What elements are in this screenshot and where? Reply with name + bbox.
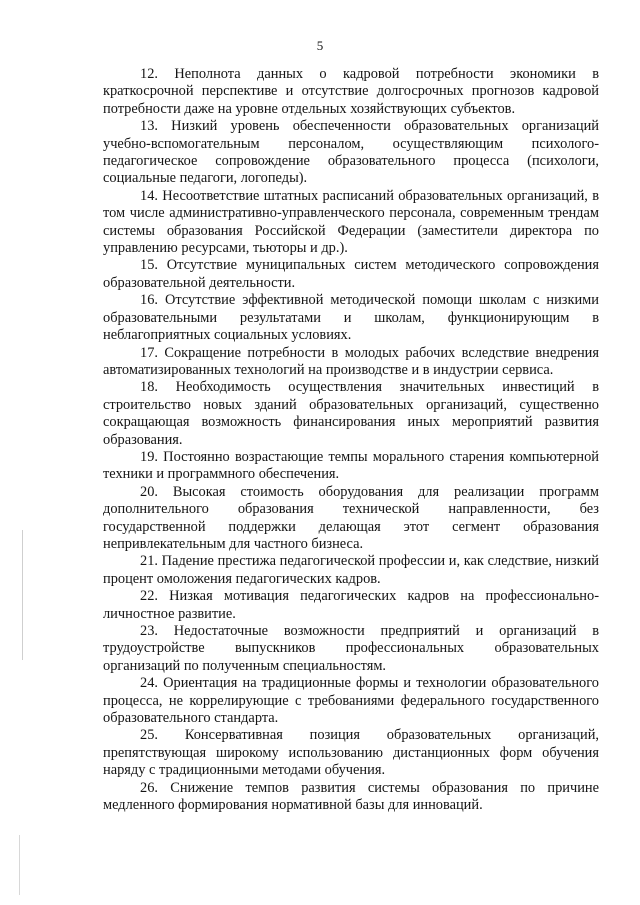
numbered-list [103,66,599,814]
page-number: 5 [316,38,324,53]
scan-edge-line-lower [19,835,20,895]
list-item-21: 21. Падение престижа педагогической профессии и, как следствие, низкий процент омоложения педагогических кадров. [103,553,599,587]
list-item-25: 25. Консервативная позиция образовательных организаций, препятствующая широкому использованию дистанционных форм обучения наряду с традиционными методами обучения. [103,727,599,779]
list-item-23: 23. Недостаточные возможности предприятий и организаций в трудоустройстве выпускников профессиональных образовательных организаций по полученным специальностям. [103,623,599,674]
list-item-14: 14. Несоответствие штатных расписаний образовательных организаций, в том числе административно-управленческого персонала, современным трендам системы образования Российской Федерации (заместители директора по управлению ресурсами, тьюторы и др.). [103,187,599,257]
list-item-16: 16. Отсутствие эффективной методической помощи школам с низкими образовательными результатами и школам, функционирующим в неблагоприятных социальных условиях. [103,292,599,344]
scan-edge-line [22,530,23,660]
list-item-19: 19. Постоянно возрастающие темпы морального старения компьютерной техники и программного обеспечения. [103,448,599,483]
list-item-17: 17. Сокращение потребности в молодых рабочих вследствие внедрения автоматизированных технологий на производстве и в индустрии сервиса. [103,344,599,378]
list-item-24: 24. Ориентация на традиционные формы и технологии образовательного процесса, не коррелирующие с требованиями федерального государственного образовательного стандарта. [103,675,599,727]
list-item-13: 13. Низкий уровень обеспеченности образовательных организаций учебно-вспомогательным персоналом, осуществляющим психолого-педагогическое сопровождение образовательного процесса (психологи, социальные педагоги, логопеды). [103,118,599,187]
list-item-18: 18. Необходимость осуществления значительных инвестиций в строительство новых зданий образовательных организаций, существенно сокращающая возможность финансирования иных мероприятий развития образования. [103,379,599,448]
list-item-12: 12. Неполнота данных о кадровой потребности экономики в краткосрочной перспективе и отсутствие долгосрочных прогнозов кадровой потребности даже на уровне отдельных хозяйствующих субъектов. [103,66,599,117]
list-item-22: 22. Низкая мотивация педагогических кадров на профессионально-личностное развитие. [103,588,599,622]
list-item-20: 20. Высокая стоимость оборудования для реализации программ дополнительного образования технической направленности, без государственной поддержки делающая этот сегмент образования непривлекательным для частного бизнеса. [103,483,599,552]
list-item-26: 26. Снижение темпов развития системы образования по причине медленного формирования нормативной базы для инноваций. [103,779,599,814]
list-item-15: 15. Отсутствие муниципальных систем методического сопровождения образовательной деятельности. [103,257,599,291]
